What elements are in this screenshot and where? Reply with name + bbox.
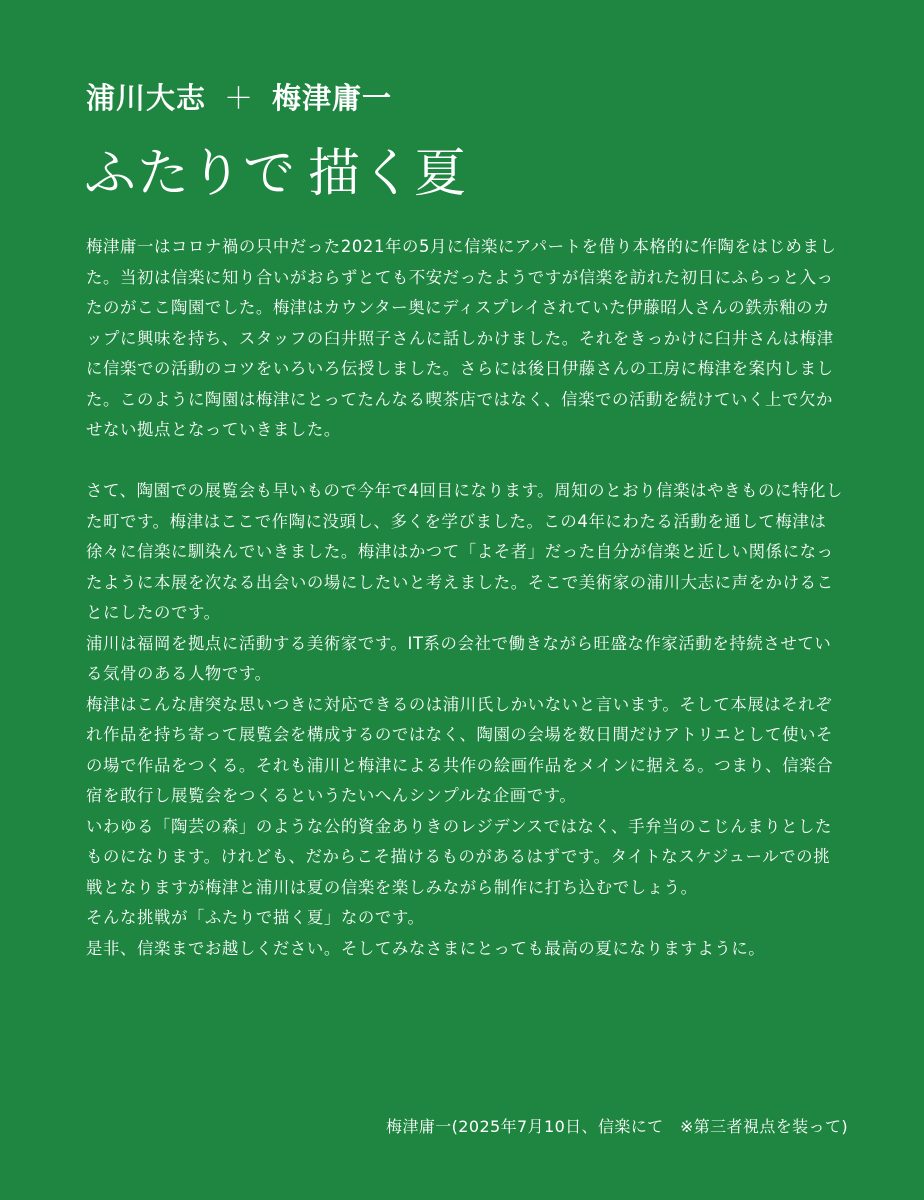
paragraph: さて、陶園での展覧会も早いもので今年で4回目になります。周知のとおり信楽はやきものに特化した町です。梅津はここで作陶に没頭し、多くを学びました。この4年にわたる活動を通して梅津は徐々に信楽に馴染んでいきました。梅津はかつて「よそ者」だった自分が信楽と近しい関係になったように本展を次なる出会いの場にしたいと考えました。そこで美術家の浦川大志に声をかけることにしたのです。 (86, 481, 843, 622)
plus-sign: ＋ (224, 81, 255, 115)
title-part-1: ふたりで (84, 144, 297, 204)
artist-name-2: 梅津庸一 (272, 81, 393, 115)
paragraph: いわゆる「陶芸の森」のような公的資金ありきのレジデンスではなく、手弁当のこじんまりとしたものになります。けれども、だからこそ描けるものがあるはずです。タイトなスケジュールでの挑戦となりますが梅津と浦川は夏の信楽を楽しみながら制作に打ち込むでしょう。 (86, 816, 833, 897)
artist-name-1: 浦川大志 (86, 81, 207, 115)
body-text (86, 232, 846, 964)
paragraph: そんな挑戦が「ふたりで描く夏」なのです。 (86, 908, 425, 927)
paragraph-gap (86, 446, 846, 477)
title-part-2: 描く夏 (308, 144, 468, 204)
paragraph: 梅津はこんな唐突な思いつきに対応できるのは浦川氏しかいないと言います。そして本展はそれぞれ作品を持ち寄って展覧会を構成するのではなく、陶園の会場を数日間だけアトリエとして使いその場で作品をつくる。それも浦川と梅津による共作の絵画作品をメインに据える。つまり、信楽合宿を敢行し展覧会をつくるというたいへんシンプルな企画です。 (86, 694, 834, 805)
artist-names (86, 74, 392, 122)
paragraph: 是非、信楽までお越しください。そしてみなさまにとっても最高の夏になりますように。 (86, 938, 766, 958)
exhibition-title (84, 134, 467, 214)
signature: 梅津庸一(2025年7月10日、信楽にて ※第三者視点を装って) (386, 1117, 848, 1136)
paragraph: 浦川は福岡を拠点に活動する美術家です。IT系の会社で働きながら旺盛な作家活動を持続させている気骨のある人物です。 (86, 633, 832, 683)
paragraph: 梅津庸一はコロナ禍の只中だった2021年の5月に信楽にアパートを借り本格的に作陶をはじめました。当初は信楽に知り合いがおらずとても不安だったようですが信楽を訪れた初日にふらっと入ったのがここ陶園でした。梅津はカウンター奥にディスプレイされていた伊藤昭人さんの鉄赤釉のカップに興味を持ち、スタッフの臼井照子さんに話しかけました。それをきっかけに臼井さんは梅津に信楽での活動のコツをいろいろ伝授しました。さらには後日伊藤さんの工房に梅津を案内しました。このように陶園は梅津にとってたんなる喫茶店ではなく、信楽での活動を続けていく上で欠かせない拠点となっていきました。 (86, 237, 837, 439)
